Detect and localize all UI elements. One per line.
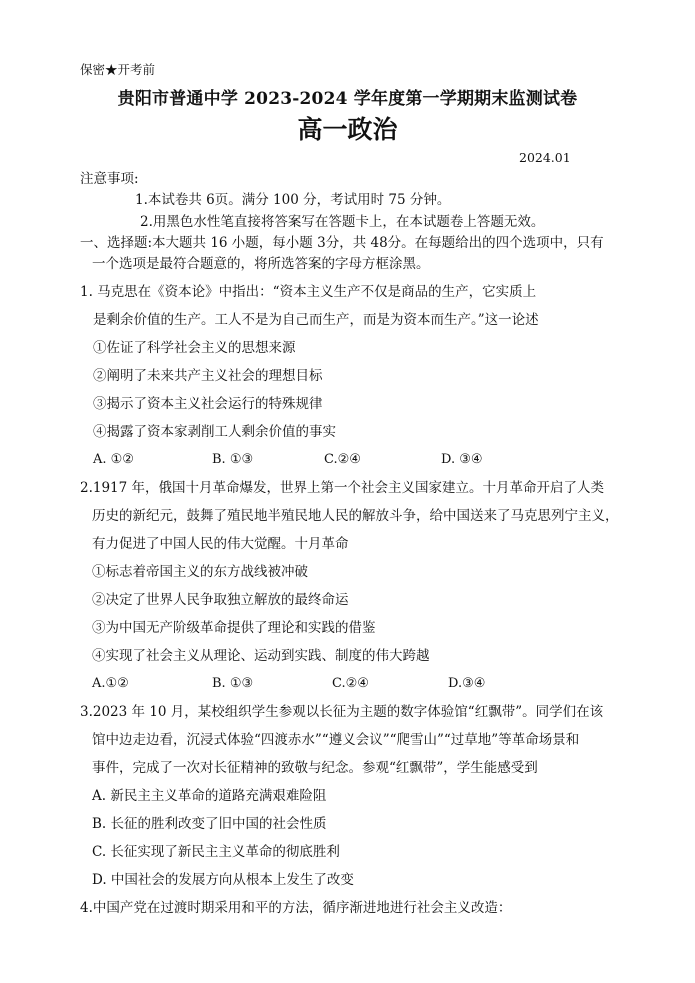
- section-instruction: 一个选项是最符合题意的，将所选答案的字母方框涂黑。: [92, 256, 430, 272]
- question-1-statement: ③揭示了资本主义社会运行的特殊规律: [93, 396, 323, 412]
- question-2-option-d: D.③④: [448, 676, 486, 691]
- question-2-option-b: B. ①③: [212, 676, 254, 691]
- question-2-statement: ③为中国无产阶级革命提供了理论和实践的借鉴: [92, 620, 376, 636]
- question-1-line: 是剩余价值的生产。工人不是为自己而生产，而是为资本而生产。”这一论述: [93, 312, 539, 328]
- secrecy-label: 保密★开考前: [80, 62, 156, 77]
- question-2-option-c: C.②④: [332, 676, 369, 691]
- question-2-line: 历史的新纪元，鼓舞了殖民地半殖民地人民的解放斗争，给中国送来了马克思列宁主义，: [92, 508, 619, 524]
- question-2-option-a: A.①②: [92, 676, 129, 691]
- question-2-statement: ④实现了社会主义从理论、运动到实践、制度的伟大跨越: [92, 648, 430, 664]
- question-3-choice-a: A. 新民主主义革命的道路充满艰难险阻: [92, 788, 327, 804]
- question-3-line: 3.2023 年 10 月，某校组织学生参观以长征为主题的数字体验馆“红飘带”。同学们在该: [80, 704, 604, 720]
- question-1-line: 1. 马克思在《资本论》中指出：“资本主义生产不仅是商品的生产，它实质上: [80, 284, 537, 300]
- question-1-option-c: C.②④: [324, 452, 361, 467]
- question-3-choice-d: D. 中国社会的发展方向从根本上发生了改变: [92, 872, 354, 888]
- question-1-statement: ④揭露了资本家剥削工人剩余价值的事实: [93, 424, 336, 440]
- note-item: 1.本试卷共 6页。满分 100 分，考试用时 75 分钟。: [135, 192, 451, 208]
- subject-title: 高一政治: [297, 115, 398, 144]
- question-3-choice-b: B. 长征的胜利改变了旧中国的社会性质: [92, 816, 327, 832]
- question-2-statement: ②决定了世界人民争取独立解放的最终命运: [92, 592, 349, 608]
- note-item: 2.用黑色水性笔直接将答案写在答题卡上，在本试题卷上答题无效。: [140, 214, 545, 230]
- question-3-line: 馆中边走边看，沉浸式体验“四渡赤水”“遵义会议”“爬雪山”“过草地”等革命场景和: [92, 732, 580, 748]
- question-1-statement: ①佐证了科学社会主义的思想来源: [93, 340, 296, 356]
- question-3-choice-c: C. 长征实现了新民主主义革命的彻底胜利: [92, 844, 340, 860]
- notes-heading: 注意事项:: [80, 171, 139, 187]
- question-4-line: 4.中国产党在过渡时期采用和平的方法，循序渐进地进行社会主义改造：: [80, 900, 512, 916]
- question-2-line: 2.1917 年，俄国十月革命爆发，世界上第一个社会主义国家建立。十月革命开启了人类: [80, 480, 605, 496]
- question-1-statement: ②阐明了未来共产主义社会的理想目标: [93, 368, 323, 384]
- question-2-statement: ①标志着帝国主义的东方战线被冲破: [92, 564, 308, 580]
- question-1-option-a: A. ①②: [93, 452, 134, 467]
- question-3-line: 事件，完成了一次对长征精神的致敬与纪念。参观“红飘带”，学生能感受到: [92, 760, 538, 776]
- question-2-line: 有力促进了中国人民的伟大觉醒。十月革命: [92, 536, 349, 552]
- exam-title: 贵阳市普通中学 2023-2024 学年度第一学期期末监测试卷: [117, 89, 578, 109]
- question-1-option-d: D. ③④: [441, 452, 483, 467]
- exam-date: 2024.01: [519, 150, 571, 165]
- section-instruction: 一、选择题:本大题共 16 小题，每小题 3分，共 48分。在每题给出的四个选项中，只有: [80, 235, 604, 251]
- question-1-option-b: B. ①③: [212, 452, 254, 467]
